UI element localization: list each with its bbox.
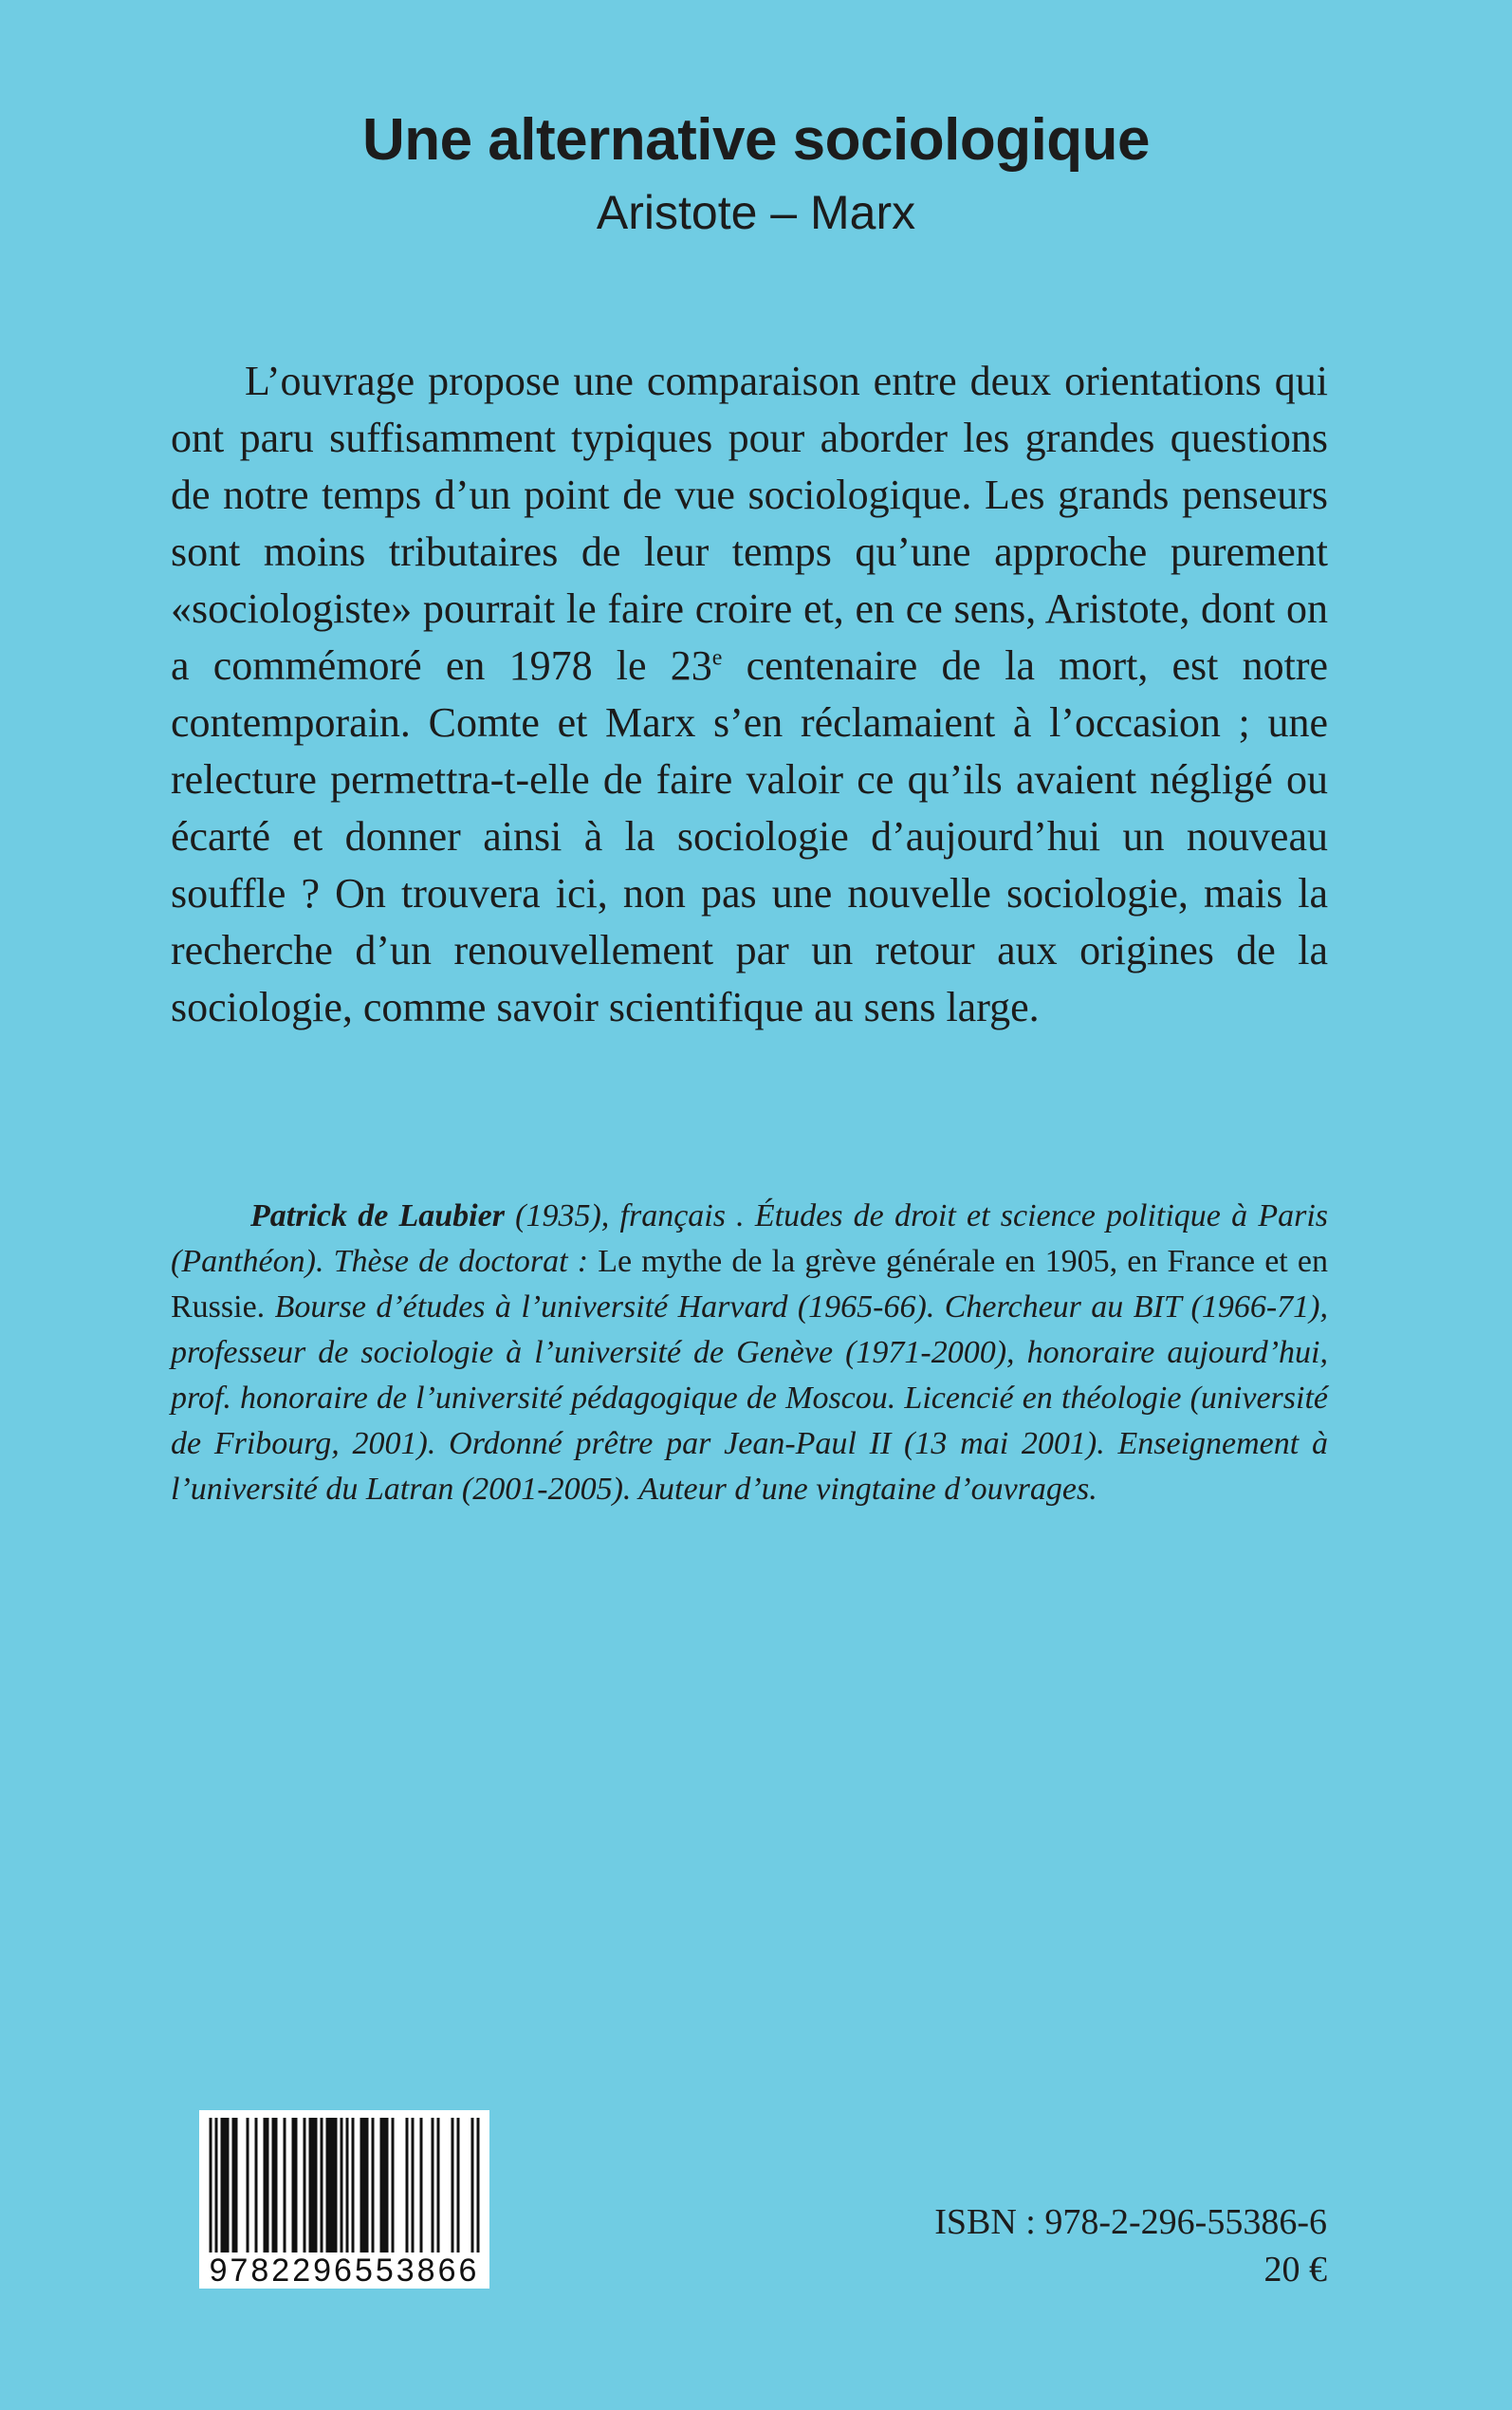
- author-bio: [171, 1194, 1328, 1512]
- barcode-bar: [360, 2118, 363, 2252]
- barcode-bar: [224, 2118, 227, 2252]
- barcode-bar: [221, 2118, 224, 2252]
- barcode-bar: [352, 2118, 355, 2252]
- superscript-e: e: [711, 645, 723, 671]
- barcode-bar: [412, 2118, 415, 2252]
- barcode-bar: [272, 2118, 275, 2252]
- barcode-bar: [315, 2118, 318, 2252]
- barcode-bar: [471, 2118, 474, 2252]
- barcode-bar: [383, 2118, 386, 2252]
- barcode-bar: [292, 2118, 295, 2252]
- barcode: [199, 2110, 489, 2289]
- barcode-bar: [392, 2118, 395, 2252]
- barcode-bar: [457, 2118, 460, 2252]
- barcode-bar: [326, 2118, 329, 2252]
- barcode-bar: [346, 2118, 349, 2252]
- barcode-bar: [477, 2118, 480, 2252]
- barcode-bar: [363, 2118, 366, 2252]
- barcode-number: 9782296553866: [199, 2252, 489, 2289]
- barcode-bar: [386, 2118, 389, 2252]
- barcode-bar: [420, 2118, 423, 2252]
- barcode-bar: [321, 2118, 323, 2252]
- barcode-bar: [366, 2118, 369, 2252]
- book-title: Une alternative sociologique: [361, 107, 1151, 173]
- barcode-bar: [335, 2118, 338, 2252]
- book-subtitle: Aristote – Marx: [596, 186, 916, 239]
- isbn: ISBN : 978-2-296-55386-6: [934, 2202, 1327, 2242]
- barcode-bar: [227, 2118, 230, 2252]
- barcode-bar: [267, 2118, 269, 2252]
- barcode-bar: [210, 2118, 212, 2252]
- barcode-bar: [304, 2118, 306, 2252]
- barcode-bar: [309, 2118, 312, 2252]
- barcode-bar: [372, 2118, 375, 2252]
- barcode-bar: [255, 2118, 258, 2252]
- barcode-bar: [452, 2118, 454, 2252]
- price: 20 €: [1263, 2250, 1327, 2290]
- barcode-bar: [341, 2118, 343, 2252]
- barcode-bar: [235, 2118, 238, 2252]
- barcode-bar: [264, 2118, 267, 2252]
- author-name: Patrick de Laubier: [250, 1198, 505, 1233]
- barcode-bar: [295, 2118, 298, 2252]
- barcode-bar: [332, 2118, 335, 2252]
- summary-text-end: centenaire de la mort, est notre contemporain. Comte et Marx s’en réclamaient à l’occasion ; une relecture permettra-t-elle de faire valoir ce qu’ils avaient négligé ou écarté et donner ainsi à la sociologie d’aujourd’hui un nouveau souffle ? On trouvera ici, non pas une nouvelle sociologie, mais la recherche d’un renouvellement par un retour aux origines de la sociologie, comme savoir scientifique au sens large.: [171, 642, 1328, 1030]
- barcode-bar: [437, 2118, 440, 2252]
- barcode-bar: [432, 2118, 434, 2252]
- summary-text-start: L’ouvrage propose une comparaison entre deux orientations qui ont paru suffisamment typiques pour aborder les grandes questions de notre temps d’un point de vue sociologique. Les grands penseurs sont moins tributaires de leur temps qu’une approche purement «sociologiste» pourrait le faire croire et, en ce sens, Aristote, dont on a commémoré en 1978 le 23: [171, 358, 1328, 689]
- summary-paragraph: [171, 353, 1328, 1036]
- barcode-bar: [232, 2118, 235, 2252]
- barcode-bar: [312, 2118, 315, 2252]
- bio-text-part2: Bourse d’études à l’université Harvard (1965-66). Chercheur au BIT (1966-71), professeur de sociologie à l’université de Genève (1971-2000), honoraire aujourd’hui, prof. honoraire de l’université pédagogique de Moscou. Licencié en théologie (université de Fribourg, 2001). Ordonné prêtre par Jean-Paul II (13 mai 2001). Enseignement à l’université du Latran (2001-2005). Auteur d’une vingtaine d’ouvrages.: [171, 1289, 1328, 1507]
- barcode-bar: [406, 2118, 409, 2252]
- barcode-bar: [215, 2118, 218, 2252]
- bio-text-part1: (1935), français . Études de droit et science politique à Paris (Panthéon). Thèse de doctorat :: [171, 1198, 1328, 1279]
- thesis-title: Le mythe de la grève générale en 1905, en France et en Russie.: [171, 1244, 1329, 1325]
- barcode-bar: [247, 2118, 249, 2252]
- barcode-bar: [380, 2118, 383, 2252]
- barcode-bar: [284, 2118, 286, 2252]
- barcode-bars: [199, 2110, 489, 2252]
- barcode-bar: [329, 2118, 332, 2252]
- barcode-bar: [275, 2118, 278, 2252]
